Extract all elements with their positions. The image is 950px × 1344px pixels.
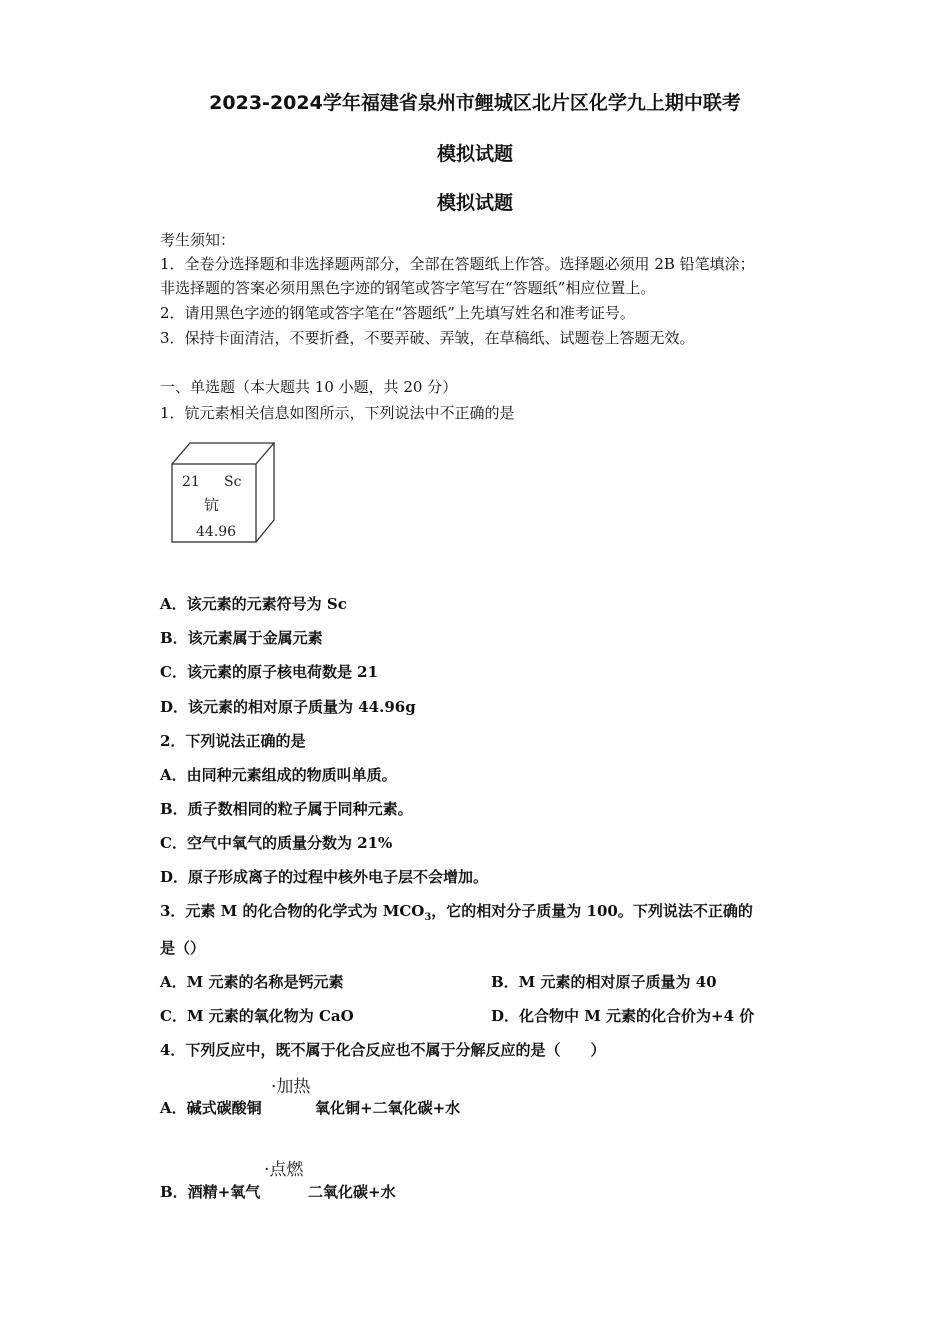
element-name: 钪 [204,496,220,514]
page-subtitle-repeat: 模拟试题 [436,192,513,214]
q4-option-b-right: 二氧化碳+水 [308,1183,396,1201]
q2-option-d: D．原子形成离子的过程中核外电子层不会增加。 [160,868,489,886]
q4-option-a-left: A．碱式碳酸铜 [160,1099,262,1117]
q1-option-c: C．该元素的原子核电荷数是 21 [160,663,379,681]
element-card-figure [170,440,280,550]
q1-option-b: B．该元素属于金属元素 [160,629,323,647]
card-top [172,443,274,464]
question-1-stem: 1．钪元素相关信息如图所示，下列说法中不正确的是 [160,404,515,422]
q4-option-b-left: B．酒精+氧气 [160,1183,261,1201]
page-title: 2023-2024学年福建省泉州市鲤城区北片区化学九上期中联考 [209,92,741,114]
q3-option-b: B．M 元素的相对原子质量为 40 [491,973,717,991]
q1-option-d: D．该元素的相对原子质量为 44.96g [160,698,416,716]
q3-stem-part-b: ，它的相对分子质量为 100。下列说法不正确的 [431,902,753,920]
element-number: 21 [182,474,200,490]
q4-a-condition-text: 加热 [276,1077,311,1097]
notice-item-2: 2．请用黑色字迹的钢笔或答字笔在“答题纸”上先填写姓名和准考证号。 [160,304,635,322]
notice-item-3: 3．保持卡面清洁，不要折叠，不要弄破、弄皱，在草稿纸、试题卷上答题无效。 [160,329,695,347]
q2-option-b: B．质子数相同的粒子属于同种元素。 [160,800,413,818]
q3-stem-part-a: 3．元素 M 的化合物的化学式为 MCO [160,902,425,920]
card-side [256,443,274,542]
q4-a-condition: ·加热 [271,1077,311,1097]
notice-item-1a: 1．全卷分选择题和非选择题两部分，全部在答题纸上作答。选择题必须用 2B 铅笔填涂； [160,255,755,273]
q4-option-a-right: 氧化铜+二氧化碳+水 [315,1099,461,1117]
q3-option-d: D．化合物中 M 元素的化合价为+4 价 [491,1007,755,1025]
q2-option-a: A．由同种元素组成的物质叫单质。 [160,766,397,784]
question-4-stem: 4．下列反应中，既不属于化合反应也不属于分解反应的是（ ） [160,1041,606,1059]
question-2-stem: 2．下列说法正确的是 [160,732,306,750]
q4-b-condition-text: 点燃 [269,1160,304,1180]
section-heading: 一、单选题（本大题共 10 小题，共 20 分） [160,378,458,396]
page-subtitle: 模拟试题 [436,143,513,165]
element-mass: 44.96 [196,524,237,540]
notice-item-1b: 非选择题的答案必须用黑色字迹的钢笔或答字笔写在“答题纸”相应位置上。 [160,279,656,297]
q3-stem-subscript: 3 [424,912,432,923]
question-3-stem-end: 是（） [160,939,206,957]
q2-option-c: C．空气中氧气的质量分数为 21% [160,834,393,852]
q3-option-a: A．M 元素的名称是钙元素 [160,973,344,991]
notice-heading: 考生须知： [160,231,236,249]
q4-b-condition: ·点燃 [264,1160,304,1180]
element-symbol: Sc [224,474,242,490]
q1-option-a: A．该元素的元素符号为 Sc [160,595,347,613]
question-3-stem [160,900,753,923]
q3-option-c: C．M 元素的氧化物为 CaO [160,1007,354,1025]
